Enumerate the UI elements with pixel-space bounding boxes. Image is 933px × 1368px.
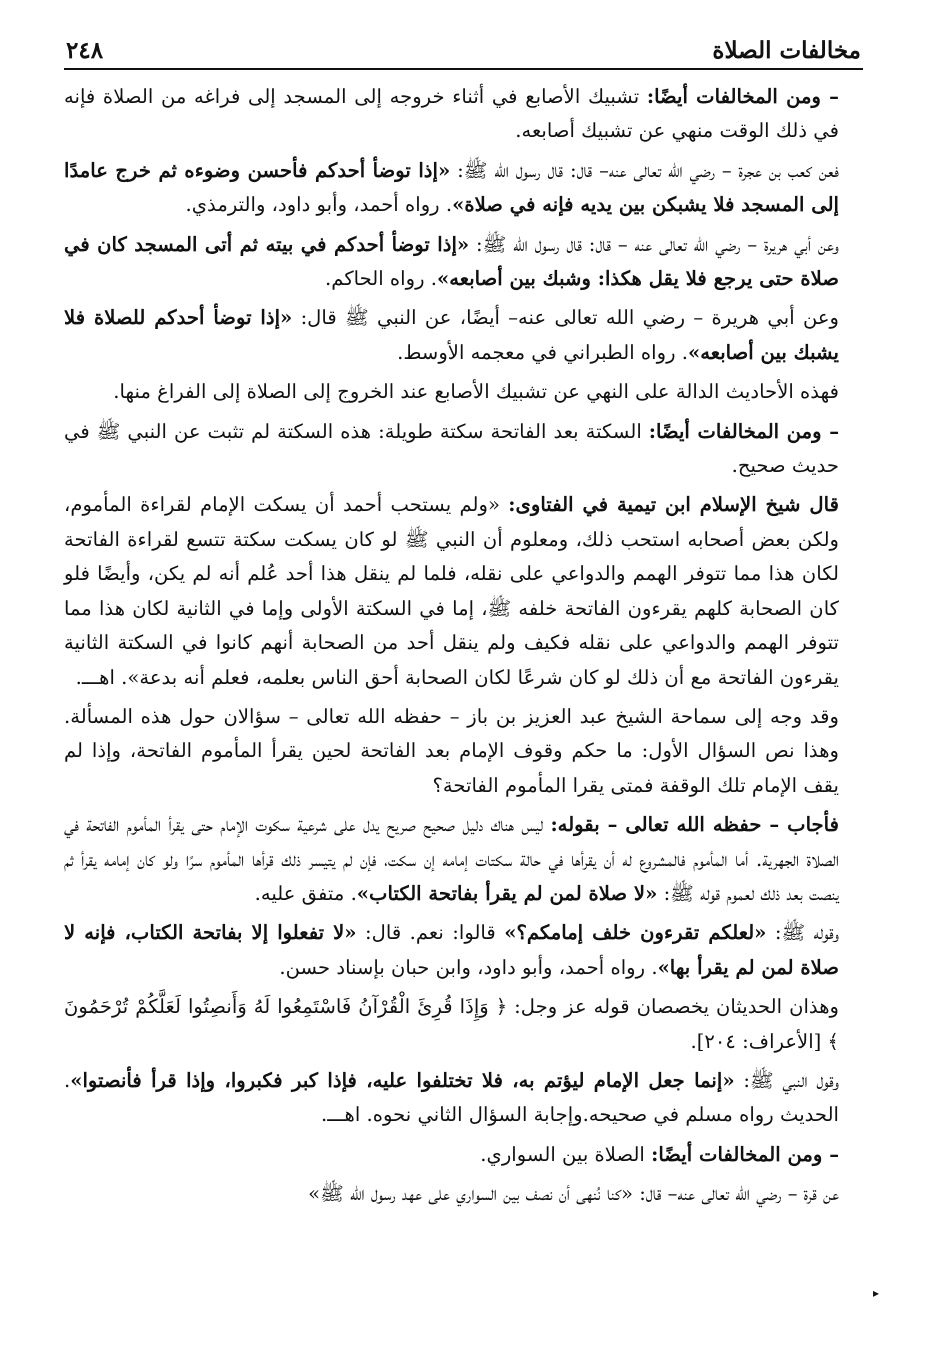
header-rule xyxy=(64,68,863,70)
hadith-quote: «لا تفعلوا إلا بفاتحة الكتاب، فإنه لا صلاة لمن لم يقرأ بها» xyxy=(64,921,839,979)
paragraph-text: وقول النبي ﷺ: xyxy=(734,1068,840,1092)
hadith-quote: «لعلكم تقرءون خلف إمامكم؟» xyxy=(504,921,767,945)
paragraph-lead: قال شيخ الإسلام ابن تيمية في الفتاوى: xyxy=(508,493,839,517)
paragraph xyxy=(64,375,863,409)
hadith-quote: «إذا توضأ أحدكم في بيته ثم أتى المسجد كان في صلاة حتى يرجع فلا يقل هكذا: وشبك بين أصابعه» xyxy=(64,232,839,291)
page-number: ٢٤٨ xyxy=(66,37,104,64)
header-title: مخالفات الصلاة xyxy=(712,37,861,64)
citation: . متفق عليه. xyxy=(254,881,357,905)
paragraph xyxy=(64,80,863,149)
paragraph-text: عن قرة – رضي الله تعالى عنه– قال: «كنا نُنهى أن نصف بين السواري على عهد رسول الله ﷺ» xyxy=(308,1182,839,1206)
paragraph xyxy=(64,1064,863,1133)
paragraph xyxy=(64,301,863,370)
paragraph xyxy=(64,990,863,1059)
paragraph xyxy=(64,808,863,911)
paragraph-text: السكتة بعد الفاتحة سكتة طويلة: هذه السكتة لم تثبت عن النبي ﷺ في حديث صحيح. xyxy=(64,419,839,478)
paragraph-lead: – ومن المخالفات أيضًا: xyxy=(648,419,839,443)
paragraph xyxy=(64,154,863,223)
paragraph-text: الصلاة بين السواري. xyxy=(480,1142,652,1166)
paragraph-lead: فأجاب – حفظه الله تعالى – بقوله: xyxy=(550,813,839,837)
paragraph-text: وقوله ﷺ: xyxy=(766,921,839,945)
paragraph-text: وعن أبي هريرة – رضي الله تعالى عنه– أيضًا، عن النبي ﷺ قال: xyxy=(292,306,840,330)
paragraph-text: «ولم يستحب أحمد أن يسكت الإمام لقراءة المأموم، ولكن بعض أصحابه استحب ذلك، ومعلوم أن النبي ﷺ لو كان يسكت سكتة تتسع لقراءة الفاتحة لكان هذا مما تتوفر الهمم والدواعي على نقله، فلما لم ينقل هذا أحد عُلم أنه لم يكن، وأيضًا فلو كان الصحابة كلهم يقرءون الفاتحة خلفه ﷺ، إما في السكتة الأولى وإما في الثانية لكان هذا مما تتوفر الهمم والدواعي على نقله فكيف ولم ينقل أحد من الصحابة أنهم كانوا في السكتة الثانية يقرءون الفاتحة مع أن ذلك لو كان شرعًا لكان الصحابة أحق الناس بعلمه، فعلم أنه بدعة». اهـــ. xyxy=(64,493,839,689)
paragraph-text: وعن أبي هريرة – رضي الله تعالى عنه – قال: قال رسول الله ﷺ: xyxy=(469,232,839,256)
paragraph-text: فعن كعب بن عجرة – رضي الله تعالى عنه– قال: قال رسول الله ﷺ: xyxy=(450,158,839,182)
paragraph-text: قالوا: نعم. قال: xyxy=(356,921,505,945)
hadith-quote: «إذا توضأ أحدكم للصلاة فلا يشبك بين أصابعه» xyxy=(64,306,839,364)
citation: . رواه الطبراني في معجمه الأوسط. xyxy=(397,340,688,364)
citation: . رواه أحمد، وأبو داود، والترمذي. xyxy=(185,193,453,217)
page-body xyxy=(64,80,863,1212)
citation: . رواه الحاكم. xyxy=(325,267,437,291)
margin-mark: ▸ xyxy=(872,1286,879,1300)
paragraph-text: تشبيك الأصابع في أثناء خروجه إلى المسجد إلى فراغه من الصلاة فإنه في ذلك الوقت منهي عن تشبيك أصابعه. xyxy=(64,85,839,143)
paragraph xyxy=(64,488,863,694)
paragraph-text: وهذان الحديثان يخصصان قوله عز وجل: ﴿ وَإِذَا قُرِئَ الْقُرْآنُ فَاسْتَمِعُوا لَهُ وَأَنصِتُوا لَعَلَّكُمْ تُرْحَمُونَ ﴾ [الأعراف: ٢٠٤]. xyxy=(64,995,839,1053)
hadith-quote: «إذا توضأ أحدكم فأحسن وضوءه ثم خرج عامدًا إلى المسجد فلا يشبكن بين يديه فإنه في صلاة» xyxy=(64,158,839,217)
citation: . الحديث رواه مسلم في صحيحه.وإجابة السؤال الثاني نحوه. اهـــ. xyxy=(64,1068,839,1127)
paragraph xyxy=(64,1138,863,1172)
paragraph xyxy=(64,700,863,803)
hadith-quote: «لا صلاة لمن لم يقرأ بفاتحة الكتاب» xyxy=(356,881,658,905)
paragraph-text: ليس هناك دليل صحيح صريح يدل على شرعية سكوت الإمام حتى يقرأ المأموم الفاتحة في الصلاة الجهرية. أما المأموم فالمشروع له أن يقرأها في حالة سكتات إمامه إن سكت، فإن لم يتيسر ذلك قرأها المأموم سرًا ولو كان إمامه يقرأ ثم ينصت بعد ذلك لعموم قوله ﷺ: xyxy=(64,813,839,905)
hadith-quote: «إنما جعل الإمام ليؤتم به، فلا تختلفوا عليه، فإذا كبر فكبروا، وإذا قرأ فأنصتوا» xyxy=(70,1068,735,1092)
paragraph xyxy=(64,228,863,297)
paragraph xyxy=(64,1177,863,1211)
paragraph xyxy=(64,415,863,484)
paragraph-text: وقد وجه إلى سماحة الشيخ عبد العزيز بن باز – حفظه الله تعالى – سؤالان حول هذه المسألة. وهذا نص السؤال الأول: ما حكم وقوف الإمام بعد الفاتحة لحين يقرأ المأموم الفاتحة، وإذا لم يقف الإمام تلك الوقفة فمتى يقرا المأموم الفاتحة؟ xyxy=(64,704,839,797)
running-header xyxy=(64,34,863,68)
paragraph-lead: – ومن المخالفات أيضًا: xyxy=(651,1142,839,1166)
citation: . رواه أحمد، وأبو داود، وابن حبان بإسناد حسن. xyxy=(279,955,658,979)
paragraph xyxy=(64,916,863,985)
paragraph-lead: – ومن المخالفات أيضًا: xyxy=(646,85,839,108)
paragraph-text: فهذه الأحاديث الدالة على النهي عن تشبيك الأصابع عند الخروج إلى الصلاة إلى الفراغ منها. xyxy=(113,380,839,404)
